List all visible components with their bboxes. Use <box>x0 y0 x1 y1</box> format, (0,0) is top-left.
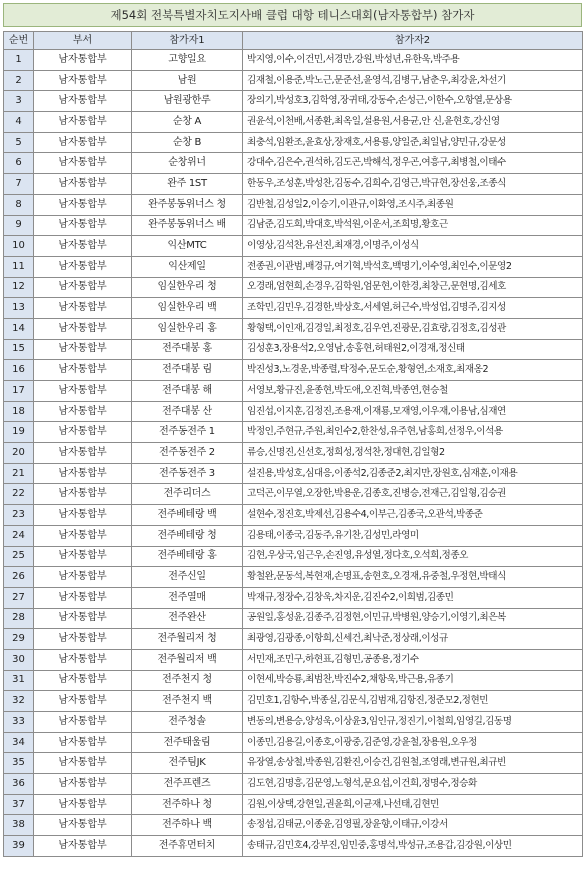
players-cell: 권윤석,이천배,서종환,최옥일,설용원,서용균,안 신,윤현호,강신영 <box>243 112 583 133</box>
division-cell: 남자통합부 <box>34 443 132 464</box>
players-cell: 김남준,김도희,박대호,박석원,이운서,조희명,황호근 <box>243 215 583 236</box>
players-cell: 황형택,이인재,김경일,최정호,김우연,진광문,김효량,김정호,김성관 <box>243 318 583 339</box>
table-row <box>4 505 583 526</box>
players-cell: 이종민,김용길,이종호,이광중,김준영,강윤철,장용원,오우정 <box>243 732 583 753</box>
players-cell: 설진용,박성호,심대응,이종석2,김종준2,최지만,장원호,심재훈,이재용 <box>243 463 583 484</box>
team-cell: 전주청솔 <box>132 712 243 733</box>
division-cell: 남자통합부 <box>34 91 132 112</box>
team-cell: 완주봉동위너스 청 <box>132 194 243 215</box>
table-row <box>4 256 583 277</box>
team-cell: 전주대봉 산 <box>132 401 243 422</box>
header-number: 순번 <box>4 32 34 50</box>
row-number-cell: 31 <box>4 670 34 691</box>
players-cell: 김원,이상택,강현일,권윤희,이균재,나선태,김현민 <box>243 794 583 815</box>
division-cell: 남자통합부 <box>34 732 132 753</box>
row-number-cell: 32 <box>4 691 34 712</box>
row-number-cell: 7 <box>4 174 34 195</box>
players-cell: 박정인,주현규,주원,최인수2,한찬성,유주현,남홍희,선정우,이석용 <box>243 422 583 443</box>
table-row <box>4 298 583 319</box>
team-cell: 남원 <box>132 70 243 91</box>
division-cell: 남자통합부 <box>34 339 132 360</box>
division-cell: 남자통합부 <box>34 836 132 857</box>
team-cell: 전주태울림 <box>132 732 243 753</box>
row-number-cell: 1 <box>4 50 34 71</box>
table-row <box>4 277 583 298</box>
row-number-cell: 10 <box>4 236 34 257</box>
table-row <box>4 629 583 650</box>
players-cell: 오경래,엄현희,손경우,김학원,엄문현,이한경,최창근,문현명,김세호 <box>243 277 583 298</box>
players-cell: 변동의,변용승,양성욱,이상윤3,임인규,정진기,이철희,임영길,김동명 <box>243 712 583 733</box>
team-cell: 임실한우리 홍 <box>132 318 243 339</box>
row-number-cell: 12 <box>4 277 34 298</box>
team-cell: 전주프렌즈 <box>132 774 243 795</box>
table-row <box>4 525 583 546</box>
players-cell: 송정섭,김태균,이종윤,김영필,장윤향,이태규,이강서 <box>243 815 583 836</box>
players-cell: 강대수,김은수,권석하,김도곤,박해석,정우곤,여흥구,최병철,이태수 <box>243 153 583 174</box>
players-cell: 김민호1,김항수,박종실,김문식,김범재,김항진,정준모2,정현민 <box>243 691 583 712</box>
team-cell: 전주천지 청 <box>132 670 243 691</box>
team-cell: 임실한우리 청 <box>132 277 243 298</box>
division-cell: 남자통합부 <box>34 174 132 195</box>
players-cell: 김용태,이종국,김동주,유기찬,김성민,라영미 <box>243 525 583 546</box>
players-cell: 임진섭,이지훈,김정진,조용재,이재룡,모재영,이우재,이용남,심재연 <box>243 401 583 422</box>
table-row <box>4 691 583 712</box>
players-cell: 조학민,김민우,김경한,박상호,서세열,허근수,박성업,김명주,김지성 <box>243 298 583 319</box>
table-row <box>4 50 583 71</box>
row-number-cell: 13 <box>4 298 34 319</box>
table-row <box>4 174 583 195</box>
table-row <box>4 794 583 815</box>
table-row <box>4 608 583 629</box>
players-cell: 이영상,김석찬,유선진,최재경,이명주,이성식 <box>243 236 583 257</box>
players-cell: 김도현,김명흥,김문영,노형석,문요섭,이건희,정명수,정승화 <box>243 774 583 795</box>
table-body <box>4 50 583 857</box>
table-row <box>4 70 583 91</box>
team-cell: 익산MTC <box>132 236 243 257</box>
players-cell: 최광영,김광종,이항희,신세건,최낙준,정상래,이성규 <box>243 629 583 650</box>
players-cell: 유장열,송상철,박종원,김환진,이승건,김원철,조영래,변규원,최규빈 <box>243 753 583 774</box>
team-cell: 전주월리저 백 <box>132 649 243 670</box>
division-cell: 남자통합부 <box>34 670 132 691</box>
table-row <box>4 236 583 257</box>
table-row <box>4 815 583 836</box>
players-cell: 박진성3,노경운,박종렬,탁정수,문도순,황형연,소재호,최재옹2 <box>243 360 583 381</box>
team-cell: 전주월리저 청 <box>132 629 243 650</box>
table-row <box>4 360 583 381</box>
row-number-cell: 17 <box>4 381 34 402</box>
row-number-cell: 34 <box>4 732 34 753</box>
division-cell: 남자통합부 <box>34 194 132 215</box>
division-cell: 남자통합부 <box>34 567 132 588</box>
players-cell: 김재철,이용준,박노근,문준선,윤영석,김병구,남춘우,최강윤,차선기 <box>243 70 583 91</box>
team-cell: 전주동전주 1 <box>132 422 243 443</box>
team-cell: 전주리더스 <box>132 484 243 505</box>
team-cell: 전주휴먼터치 <box>132 836 243 857</box>
division-cell: 남자통합부 <box>34 422 132 443</box>
division-cell: 남자통합부 <box>34 381 132 402</box>
table-row <box>4 587 583 608</box>
division-cell: 남자통합부 <box>34 815 132 836</box>
header-team: 참가자1 <box>132 32 243 50</box>
table-row <box>4 567 583 588</box>
players-cell: 박재규,정장수,김창욱,차지운,김진수2,이희범,김종민 <box>243 587 583 608</box>
row-number-cell: 29 <box>4 629 34 650</box>
team-cell: 전주하나 백 <box>132 815 243 836</box>
row-number-cell: 33 <box>4 712 34 733</box>
row-number-cell: 3 <box>4 91 34 112</box>
row-number-cell: 8 <box>4 194 34 215</box>
row-number-cell: 39 <box>4 836 34 857</box>
division-cell: 남자통합부 <box>34 484 132 505</box>
division-cell: 남자통합부 <box>34 649 132 670</box>
table-row <box>4 649 583 670</box>
table-row <box>4 112 583 133</box>
team-cell: 전주신일 <box>132 567 243 588</box>
row-number-cell: 16 <box>4 360 34 381</box>
table-row <box>4 381 583 402</box>
players-cell: 류승,신명진,신선호,정희성,정석찬,정대현,김일형2 <box>243 443 583 464</box>
division-cell: 남자통합부 <box>34 753 132 774</box>
division-cell: 남자통합부 <box>34 463 132 484</box>
row-number-cell: 19 <box>4 422 34 443</box>
table-row <box>4 753 583 774</box>
row-number-cell: 36 <box>4 774 34 795</box>
division-cell: 남자통합부 <box>34 236 132 257</box>
division-cell: 남자통합부 <box>34 318 132 339</box>
row-number-cell: 21 <box>4 463 34 484</box>
table-row <box>4 484 583 505</box>
team-cell: 전주천지 백 <box>132 691 243 712</box>
row-number-cell: 5 <box>4 132 34 153</box>
participants-table <box>3 31 583 857</box>
team-cell: 전주동전주 3 <box>132 463 243 484</box>
table-row <box>4 153 583 174</box>
players-cell: 김현,우상국,임근우,손진영,유성열,정다호,오석희,정종오 <box>243 546 583 567</box>
team-cell: 고향일요 <box>132 50 243 71</box>
table-row <box>4 712 583 733</box>
division-cell: 남자통합부 <box>34 774 132 795</box>
team-cell: 전주팀JK <box>132 753 243 774</box>
division-cell: 남자통합부 <box>34 215 132 236</box>
team-cell: 순창 B <box>132 132 243 153</box>
table-row <box>4 836 583 857</box>
division-cell: 남자통합부 <box>34 50 132 71</box>
header-division: 부서 <box>34 32 132 50</box>
players-cell: 고덕곤,이무열,오장한,박용운,김종호,진병승,전재근,김일형,김승권 <box>243 484 583 505</box>
division-cell: 남자통합부 <box>34 505 132 526</box>
row-number-cell: 23 <box>4 505 34 526</box>
players-cell: 박지영,이수,이건민,서경만,강원,박성년,유한욱,박주용 <box>243 50 583 71</box>
team-cell: 임실한우리 백 <box>132 298 243 319</box>
division-cell: 남자통합부 <box>34 691 132 712</box>
division-cell: 남자통합부 <box>34 629 132 650</box>
table-row <box>4 339 583 360</box>
table-row <box>4 91 583 112</box>
team-cell: 완주 1ST <box>132 174 243 195</box>
team-cell: 전주베테랑 홍 <box>132 546 243 567</box>
team-cell: 전주대봉 홍 <box>132 339 243 360</box>
row-number-cell: 24 <box>4 525 34 546</box>
division-cell: 남자통합부 <box>34 546 132 567</box>
players-cell: 김반철,김성일2,이승기,이관규,이화영,조시주,최종원 <box>243 194 583 215</box>
row-number-cell: 37 <box>4 794 34 815</box>
division-cell: 남자통합부 <box>34 401 132 422</box>
division-cell: 남자통합부 <box>34 70 132 91</box>
division-cell: 남자통합부 <box>34 525 132 546</box>
division-cell: 남자통합부 <box>34 608 132 629</box>
table-row <box>4 422 583 443</box>
team-cell: 전주대봉 림 <box>132 360 243 381</box>
sheet-title: 제54회 전북특별자치도지사배 클럽 대항 테니스대회(남자통합부) 참가자 <box>3 3 582 27</box>
table-row <box>4 194 583 215</box>
players-cell: 한동우,조성훈,박성찬,김동수,김희수,김영근,박규현,장선웅,조종식 <box>243 174 583 195</box>
row-number-cell: 15 <box>4 339 34 360</box>
table-row <box>4 732 583 753</box>
table-row <box>4 546 583 567</box>
table-row <box>4 670 583 691</box>
team-cell: 전주베테랑 백 <box>132 505 243 526</box>
players-cell: 이현세,박승룡,최범찬,박진수2,채항욱,박근용,유종기 <box>243 670 583 691</box>
team-cell: 전주동전주 2 <box>132 443 243 464</box>
players-cell: 황철완,문동석,복현재,손명표,송현호,오경재,유중철,우정현,박태식 <box>243 567 583 588</box>
division-cell: 남자통합부 <box>34 298 132 319</box>
row-number-cell: 22 <box>4 484 34 505</box>
players-cell: 전종권,이관범,배경규,여기혁,박석호,백명기,이수영,최인수,이문영2 <box>243 256 583 277</box>
team-cell: 익산제일 <box>132 256 243 277</box>
row-number-cell: 6 <box>4 153 34 174</box>
players-cell: 장의기,박성호3,김학영,장귀태,강동수,손성근,이한수,오항열,문상용 <box>243 91 583 112</box>
row-number-cell: 30 <box>4 649 34 670</box>
division-cell: 남자통합부 <box>34 132 132 153</box>
team-cell: 전주하나 청 <box>132 794 243 815</box>
division-cell: 남자통합부 <box>34 794 132 815</box>
row-number-cell: 2 <box>4 70 34 91</box>
team-cell: 완주봉동위너스 배 <box>132 215 243 236</box>
team-cell: 전주베테랑 청 <box>132 525 243 546</box>
row-number-cell: 20 <box>4 443 34 464</box>
division-cell: 남자통합부 <box>34 277 132 298</box>
row-number-cell: 35 <box>4 753 34 774</box>
players-cell: 공원일,홍성윤,김종주,김정현,이민규,박병원,양승기,이영기,최은복 <box>243 608 583 629</box>
table-row <box>4 443 583 464</box>
division-cell: 남자통합부 <box>34 153 132 174</box>
division-cell: 남자통합부 <box>34 587 132 608</box>
team-cell: 순창 A <box>132 112 243 133</box>
row-number-cell: 26 <box>4 567 34 588</box>
division-cell: 남자통합부 <box>34 712 132 733</box>
division-cell: 남자통합부 <box>34 360 132 381</box>
row-number-cell: 4 <box>4 112 34 133</box>
players-cell: 서영보,황규진,윤종현,박도애,오진혁,박종연,현승철 <box>243 381 583 402</box>
header-players: 참가자2 <box>243 32 583 50</box>
table-row <box>4 774 583 795</box>
team-cell: 전주열매 <box>132 587 243 608</box>
row-number-cell: 9 <box>4 215 34 236</box>
players-cell: 김성훈3,장용석2,오영남,송홍현,허태원2,이경재,정신태 <box>243 339 583 360</box>
table-row <box>4 215 583 236</box>
players-cell: 송태규,김민호4,강부진,임민중,홍명석,박성규,조용갑,김강원,이상민 <box>243 836 583 857</box>
header-row <box>4 32 583 50</box>
table-row <box>4 463 583 484</box>
team-cell: 남원광한루 <box>132 91 243 112</box>
table-row <box>4 318 583 339</box>
table-row <box>4 401 583 422</box>
row-number-cell: 14 <box>4 318 34 339</box>
team-cell: 순창위너 <box>132 153 243 174</box>
table-row <box>4 132 583 153</box>
players-cell: 설현수,정진호,박제선,김용수4,이부근,김종국,오관석,박종준 <box>243 505 583 526</box>
division-cell: 남자통합부 <box>34 256 132 277</box>
row-number-cell: 28 <box>4 608 34 629</box>
row-number-cell: 38 <box>4 815 34 836</box>
players-cell: 최충석,임환조,윤효상,장재호,서용룡,양일준,최일남,양민규,강문성 <box>243 132 583 153</box>
team-cell: 전주완산 <box>132 608 243 629</box>
players-cell: 서민재,조민구,하현표,김형민,공종용,정기수 <box>243 649 583 670</box>
row-number-cell: 18 <box>4 401 34 422</box>
row-number-cell: 25 <box>4 546 34 567</box>
row-number-cell: 11 <box>4 256 34 277</box>
row-number-cell: 27 <box>4 587 34 608</box>
team-cell: 전주대봉 해 <box>132 381 243 402</box>
division-cell: 남자통합부 <box>34 112 132 133</box>
